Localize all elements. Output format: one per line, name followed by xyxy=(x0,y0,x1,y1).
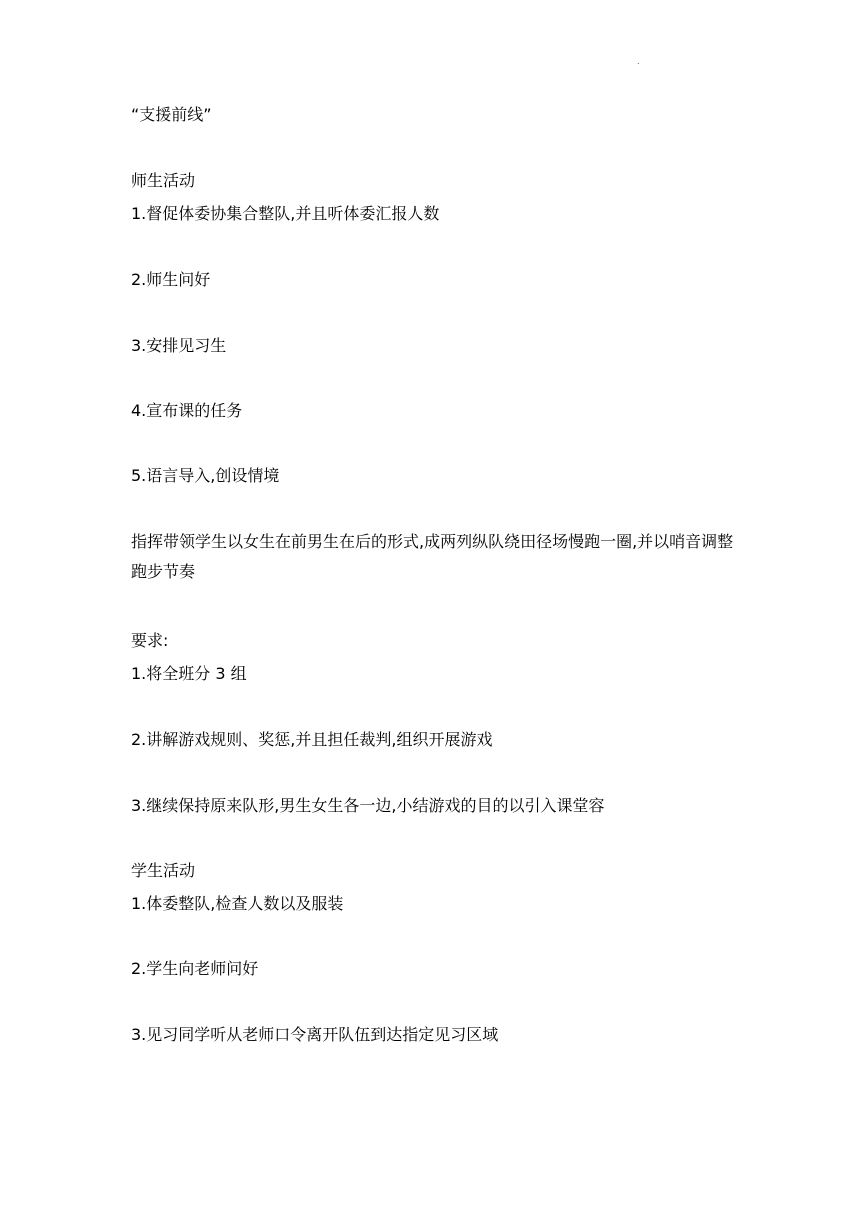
teacher-activity-item-3: 3.安排见习生 xyxy=(131,336,227,355)
instruction-paragraph: 指挥带领学生以女生在前男生在后的形式,成两列纵队绕田径场慢跑一圈,并以哨音调整跑步节奏 xyxy=(131,532,734,581)
teacher-activity-item-2: 2.师生问好 xyxy=(131,270,211,289)
teacher-activity-heading: 师生活动 xyxy=(131,171,196,190)
document-title: “支援前线” xyxy=(131,105,212,124)
corner-mark: . xyxy=(637,57,640,66)
student-activity-item-3: 3.见习同学听从老师口令离开队伍到达指定见习区域 xyxy=(131,1025,499,1044)
requirements-item-3: 3.继续保持原来队形,男生女生各一边,小结游戏的目的以引入课堂容 xyxy=(131,796,605,815)
teacher-activity-item-5: 5.语言导入,创设情境 xyxy=(131,466,280,485)
teacher-activity-item-4: 4.宣布课的任务 xyxy=(131,401,243,420)
requirements-item-1: 1.将全班分 3 组 xyxy=(131,664,247,683)
student-activity-heading: 学生活动 xyxy=(131,861,196,880)
student-activity-item-2: 2.学生向老师问好 xyxy=(131,959,259,978)
requirements-item-2: 2.讲解游戏规则、奖惩,并且担任裁判,组织开展游戏 xyxy=(131,730,493,749)
teacher-activity-item-1: 1.督促体委协集合整队,并且听体委汇报人数 xyxy=(131,204,440,223)
requirements-heading: 要求: xyxy=(131,631,169,650)
student-activity-item-1: 1.体委整队,检查人数以及服装 xyxy=(131,894,344,913)
